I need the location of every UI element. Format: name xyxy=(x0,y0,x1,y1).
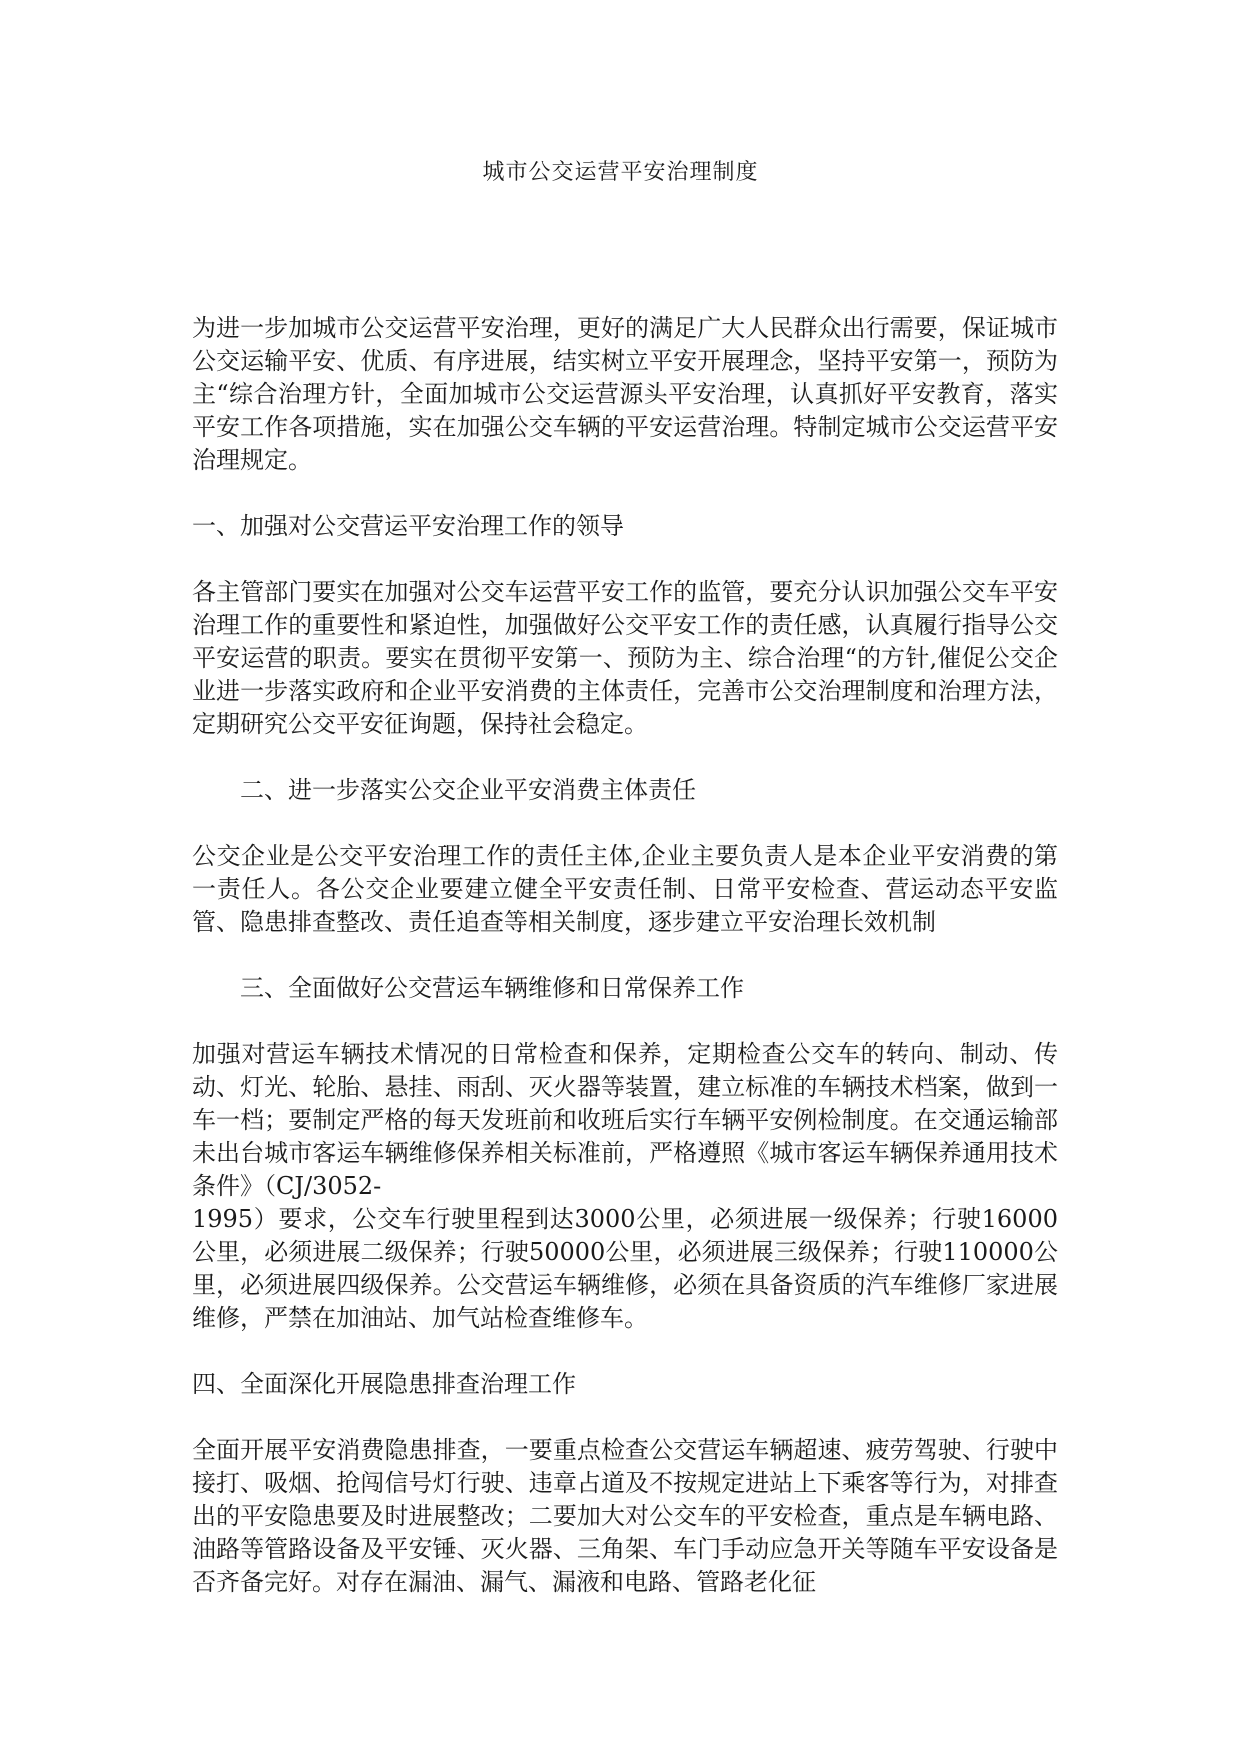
paragraph-spacer xyxy=(192,477,1058,510)
intro-paragraph: 为进一步加城市公交运营平安治理，更好的满足广大人民群众出行需要，保证城市公交运输平安、优质、有序进展，结实树立平安开展理念，坚持平安第一，预防为主“综合治理方针，全面加城市公交运营源头平安治理，认真抓好平安教育，落实平安工作各项措施，实在加强公交车辆的平安运营治理。特制定城市公交运营平安治理规定。 xyxy=(192,314,1058,474)
section-heading-1: 一、加强对公交营运平安治理工作的领导 xyxy=(192,512,624,540)
section-3-paragraph-continued: 1995）要求，公交车行驶里程到达3000公里，必须进展一级保养；行驶16000公里，必须进展二级保养；行驶50000公里，必须进展三级保养；行驶110000公里，必须进展四级保养。公交营运车辆维修，必须在具备资质的汽车维修厂家进展维修，严禁在加油站、加气站检查维修车。 xyxy=(192,1205,1058,1332)
paragraph-spacer xyxy=(192,1005,1058,1038)
paragraph-spacer xyxy=(192,1335,1058,1368)
section-heading-3: 三、全面做好公交营运车辆维修和日常保养工作 xyxy=(240,974,744,1002)
section-2-paragraph: 公交企业是公交平安治理工作的责任主体,企业主要负责人是本企业平安消费的第一责任人。各公交企业要建立健全平安责任制、日常平安检查、营运动态平安监管、隐患排查整改、责任追查等相关制度，逐步建立平安治理长效机制 xyxy=(192,842,1058,936)
document-body xyxy=(192,312,1058,1599)
paragraph-spacer xyxy=(192,543,1058,576)
section-heading-4: 四、全面深化开展隐患排查治理工作 xyxy=(192,1370,576,1398)
paragraph-spacer xyxy=(192,939,1058,972)
document-title: 城市公交运营平安治理制度 xyxy=(482,160,759,185)
paragraph-spacer xyxy=(192,1401,1058,1434)
section-4-paragraph: 全面开展平安消费隐患排查，一要重点检查公交营运车辆超速、疲劳驾驶、行驶中接打、吸烟、抢闯信号灯行驶、违章占道及不按规定进站上下乘客等行为，对排查出的平安隐患要及时进展整改；二要加大对公交车的平安检查，重点是车辆电路、油路等管路设备及平安锤、灭火器、三角架、车门手动应急开关等随车平安设备是否齐备完好。对存在漏油、漏气、漏液和电路、管路老化征 xyxy=(192,1436,1058,1596)
paragraph-spacer xyxy=(192,741,1058,774)
section-1-paragraph: 各主管部门要实在加强对公交车运营平安工作的监管，要充分认识加强公交车平安治理工作的重要性和紧迫性，加强做好公交平安工作的责任感，认真履行指导公交平安运营的职责。要实在贯彻平安第一、预防为主、综合治理“的方针,催促公交企业进一步落实政府和企业平安消费的主体责任，完善市公交治理制度和治理方法，定期研究公交平安征询题，保持社会稳定。 xyxy=(192,578,1058,738)
section-heading-2: 二、进一步落实公交企业平安消费主体责任 xyxy=(240,776,696,804)
paragraph-spacer xyxy=(192,807,1058,840)
section-3-paragraph: 加强对营运车辆技术情况的日常检查和保养，定期检查公交车的转向、制动、传动、灯光、轮胎、悬挂、雨刮、灭火器等装置，建立标准的车辆技术档案，做到一车一档；要制定严格的每天发班前和收班后实行车辆平安例检制度。在交通运输部未出台城市客运车辆维修保养相关标准前，严格遵照《城市客运车辆保养通用技术条件》（CJ/3052- xyxy=(192,1040,1058,1200)
